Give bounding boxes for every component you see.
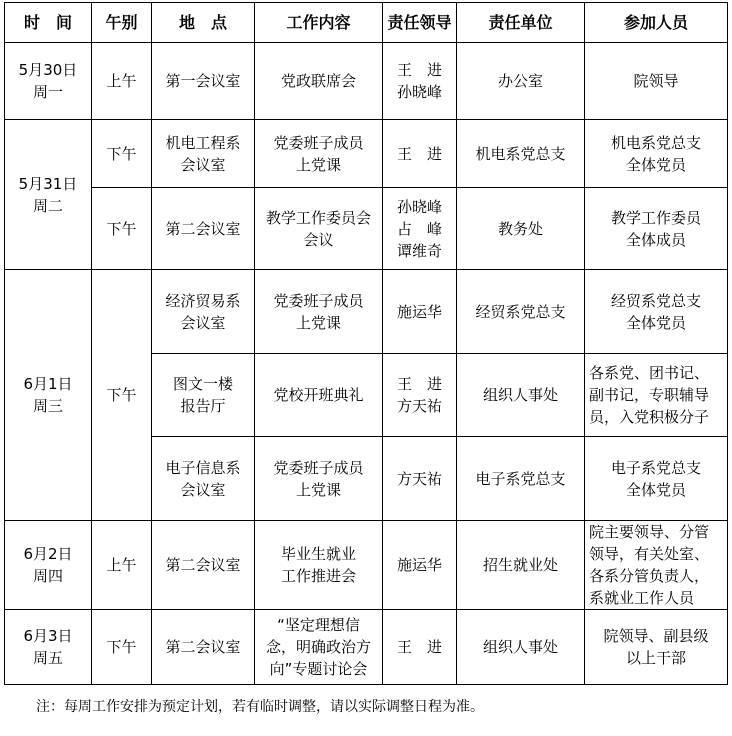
weekly-schedule-table [4, 2, 728, 685]
unit-cell: 电子系党总支 [457, 437, 585, 521]
date-cell: 5月31日 周二 [5, 120, 92, 270]
attendees-cell: 院领导、副县级 以上干部 [585, 610, 728, 685]
place-cell: 图文一楼 报告厅 [152, 354, 255, 437]
place-cell: 第一会议室 [152, 43, 255, 120]
attendees-cell: 机电系党总支 全体党员 [585, 120, 728, 188]
leader-cell: 王 进 方天祐 [383, 354, 457, 437]
header-time: 时 间 [5, 3, 92, 43]
place-cell: 第二会议室 [152, 188, 255, 270]
table-row [5, 120, 728, 188]
leader-cell: 王 进 [383, 610, 457, 685]
period-cell: 上午 [92, 43, 152, 120]
schedule-note: 注：每周工作安排为预定计划，若有临时调整，请以实际调整日程为准。 [36, 699, 484, 715]
header-attendees: 参加人员 [585, 3, 728, 43]
period-cell: 上午 [92, 521, 152, 610]
period-cell: 下午 [92, 188, 152, 270]
table-row [5, 188, 728, 270]
date-cell: 5月30日 周一 [5, 43, 92, 120]
attendees-cell: 教学工作委员 全体成员 [585, 188, 728, 270]
unit-cell: 招生就业处 [457, 521, 585, 610]
content-cell: 毕业生就业 工作推进会 [255, 521, 383, 610]
date-cell: 6月2日 周四 [5, 521, 92, 610]
header-row [5, 3, 728, 43]
table-row [5, 610, 728, 685]
unit-cell: 组织人事处 [457, 610, 585, 685]
leader-cell: 方天祐 [383, 437, 457, 521]
content-cell: 党委班子成员 上党课 [255, 120, 383, 188]
content-cell: 教学工作委员会 会议 [255, 188, 383, 270]
period-cell: 下午 [92, 610, 152, 685]
leader-cell: 王 进 [383, 120, 457, 188]
leader-cell: 施运华 [383, 521, 457, 610]
table-row [5, 521, 728, 610]
table-row [5, 43, 728, 120]
date-cell: 6月1日 周三 [5, 270, 92, 521]
content-cell: 党委班子成员 上党课 [255, 437, 383, 521]
leader-cell: 王 进 孙晓峰 [383, 43, 457, 120]
unit-cell: 组织人事处 [457, 354, 585, 437]
header-leader: 责任领导 [383, 3, 457, 43]
place-cell: 第二会议室 [152, 521, 255, 610]
unit-cell: 教务处 [457, 188, 585, 270]
content-cell: 党委班子成员 上党课 [255, 270, 383, 354]
leader-cell: 施运华 [383, 270, 457, 354]
place-cell: 电子信息系 会议室 [152, 437, 255, 521]
content-cell: “坚定理想信 念，明确政治方 向”专题讨论会 [255, 610, 383, 685]
table-row [5, 270, 728, 354]
place-cell: 第二会议室 [152, 610, 255, 685]
header-unit: 责任单位 [457, 3, 585, 43]
unit-cell: 办公室 [457, 43, 585, 120]
place-cell: 经济贸易系 会议室 [152, 270, 255, 354]
header-place: 地 点 [152, 3, 255, 43]
content-cell: 党校开班典礼 [255, 354, 383, 437]
period-cell: 下午 [92, 270, 152, 521]
attendees-cell: 院领导 [585, 43, 728, 120]
attendees-cell: 各系党、团书记、 副书记，专职辅导 员，入党积极分子 [585, 354, 728, 437]
place-cell: 机电工程系 会议室 [152, 120, 255, 188]
date-cell: 6月3日 周五 [5, 610, 92, 685]
unit-cell: 机电系党总支 [457, 120, 585, 188]
attendees-cell: 经贸系党总支 全体党员 [585, 270, 728, 354]
content-cell: 党政联席会 [255, 43, 383, 120]
leader-cell: 孙晓峰 占 峰 谭维奇 [383, 188, 457, 270]
period-cell: 下午 [92, 120, 152, 188]
attendees-cell: 电子系党总支 全体党员 [585, 437, 728, 521]
attendees-cell: 院主要领导、分管 领导，有关处室、 各系分管负责人， 系就业工作人员 [585, 521, 728, 610]
unit-cell: 经贸系党总支 [457, 270, 585, 354]
header-period: 午别 [92, 3, 152, 43]
header-content: 工作内容 [255, 3, 383, 43]
